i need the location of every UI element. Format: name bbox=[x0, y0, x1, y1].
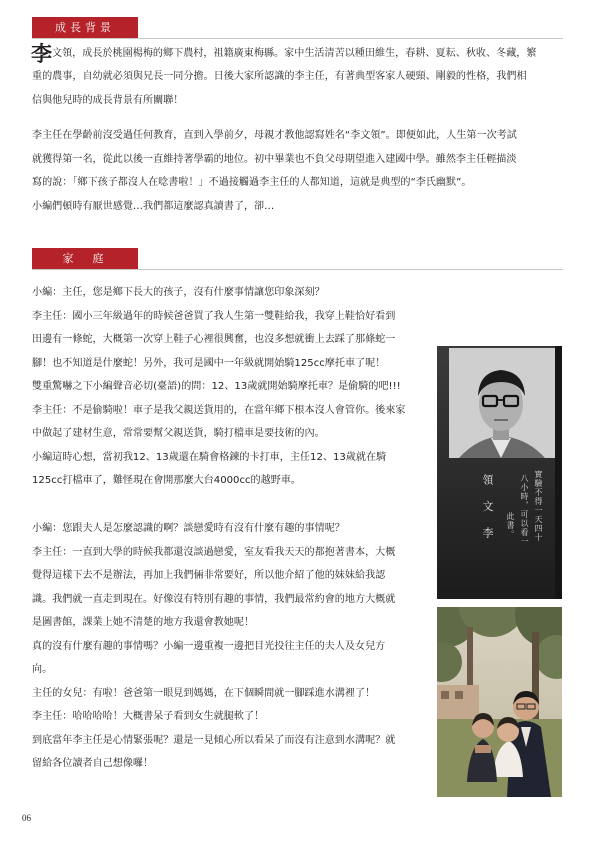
section-rule bbox=[32, 269, 563, 270]
text-line: 覺得這樣下去不是辦法，再加上我們倆非常要好，所以他介紹了他的妹妹給我認 bbox=[32, 570, 386, 581]
yearbook-caption: 實驗不得一天四十 bbox=[534, 470, 543, 542]
background-paragraph-2 bbox=[32, 124, 563, 218]
text-line: 小編：主任，您是鄉下長大的孩子，沒有什麼事情讓您印象深刻？ bbox=[32, 287, 325, 298]
drop-cap: 李 bbox=[31, 42, 52, 66]
section-tag-family: 家 庭 bbox=[32, 248, 138, 269]
text-line: 雙重驚嚇之下小編聲音必切(臺語)的問：12、13歲就開始騎摩托車？是偷騎的吧!!! bbox=[32, 381, 401, 392]
text-line: 小編：您跟夫人是怎麼認識的啊？談戀愛時有沒有什麼有趣的事情呢？ bbox=[32, 523, 345, 534]
section-rule bbox=[32, 38, 563, 39]
text-line: 信與他兒時的成長背景有所關聯！ bbox=[32, 94, 184, 106]
text-line: 125cc打檔車了，難怪現在會開那麼大台4000cc的越野車。 bbox=[32, 475, 302, 486]
text-line: 李主任：國小三年級過年的時候爸爸買了我人生第一雙鞋給我，我穿上鞋恰好看到 bbox=[32, 310, 396, 322]
text-line: 留給各位讀者自己想像囉！ bbox=[32, 758, 154, 769]
family-dialogue-2 bbox=[32, 517, 432, 776]
family-photo bbox=[437, 607, 562, 797]
text-line: 李主任：哈哈哈哈！大概書呆子看到女生就腿軟了！ bbox=[32, 711, 265, 722]
text-line: 田邊有一條蛇，大概第一次穿上鞋子心裡很興奮，也沒多想就衝上去踩了那條蛇一 bbox=[32, 334, 396, 345]
text-line: 是圖書館，課業上她不清楚的地方我還會教她呢！ bbox=[32, 617, 255, 628]
text-line: 重的農事，自幼就必須與兄長一同分擔。日後大家所認識的李主任，有著典型客家人硬頸、剛毅的性格，我們相 bbox=[32, 71, 527, 82]
text-line: 小編這時心想，當初我12、13歲還在騎會格鍊的卡打車，主任12、13歲就在騎 bbox=[32, 451, 387, 463]
text-line: 李主任：一直到大學的時候我都還沒談過戀愛，室友看我天天的都抱著書本，大概 bbox=[32, 546, 396, 558]
text-line: 李主任在學齡前沒受過任何教育，直到入學前夕，母親才教他認寫姓名“李文領”。即便如此，人生第一次考試 bbox=[32, 130, 517, 141]
background-paragraph-1 bbox=[52, 42, 562, 66]
text-line: 主任的女兒：有啦！爸爸第一眼見到媽媽，在下個瞬間就一腳踩進水溝裡了！ bbox=[32, 687, 376, 699]
text-line: 就獲得第一名，從此以後一直維持著學霸的地位。初中畢業也不負父母期望進入建國中學。雖然李主任輕描淡 bbox=[32, 153, 517, 165]
yearbook-caption: 此書。 bbox=[506, 512, 515, 539]
page-number: 06 bbox=[22, 813, 31, 823]
text-line: 向。 bbox=[32, 664, 53, 675]
text-line: 中做起了建材生意，常常要幫父親送貨，騎打檔車是要技術的內。 bbox=[32, 428, 325, 439]
yearbook-portrait-photo bbox=[437, 346, 562, 599]
yearbook-name-label: 領 文 李 bbox=[481, 474, 494, 544]
text-line: 識。我們就一直走到現在。好像沒有特別有趣的事情，我們最常約會的地方大概就 bbox=[32, 593, 396, 605]
text-line: 文領，成長於桃園楊梅的鄉下農村，祖籍廣東梅縣。家中生活清苦以種田維生，春耕、夏耘、秋收、冬藏，繁 bbox=[52, 48, 537, 59]
family-photo-image bbox=[437, 607, 562, 797]
text-line: 李主任：不是偷騎啦！車子是我父親送貨用的，在當年鄉下根本沒人會管你。後來家 bbox=[32, 404, 406, 416]
background-paragraph-1-cont bbox=[32, 65, 563, 112]
text-line: 真的沒有什麼有趣的事情嗎？小編一邊重複一邊把目光投往主任的夫人及女兒方 bbox=[32, 640, 386, 652]
text-line: 小編們頓時有厭世感覺…我們都這麼認真讀書了，卻… bbox=[32, 200, 275, 212]
yearbook-caption: 八小時，可以看一 bbox=[520, 474, 529, 546]
section-tag-background: 成長背景 bbox=[32, 17, 138, 38]
text-line: 寫的說：「鄉下孩子都沒人在唸書啦！」不過接觸過李主任的人都知道，這就是典型的“李氏幽默”。 bbox=[32, 177, 472, 188]
text-line: 到底當年李主任是心情緊張呢？還是一見傾心所以看呆了而沒有注意到水溝呢？就 bbox=[32, 734, 396, 746]
text-line: 腳！也不知道是什麼蛇！另外，我可是國中一年級就開始騎125cc摩托車了呢！ bbox=[32, 357, 386, 369]
family-dialogue-1 bbox=[32, 281, 432, 493]
